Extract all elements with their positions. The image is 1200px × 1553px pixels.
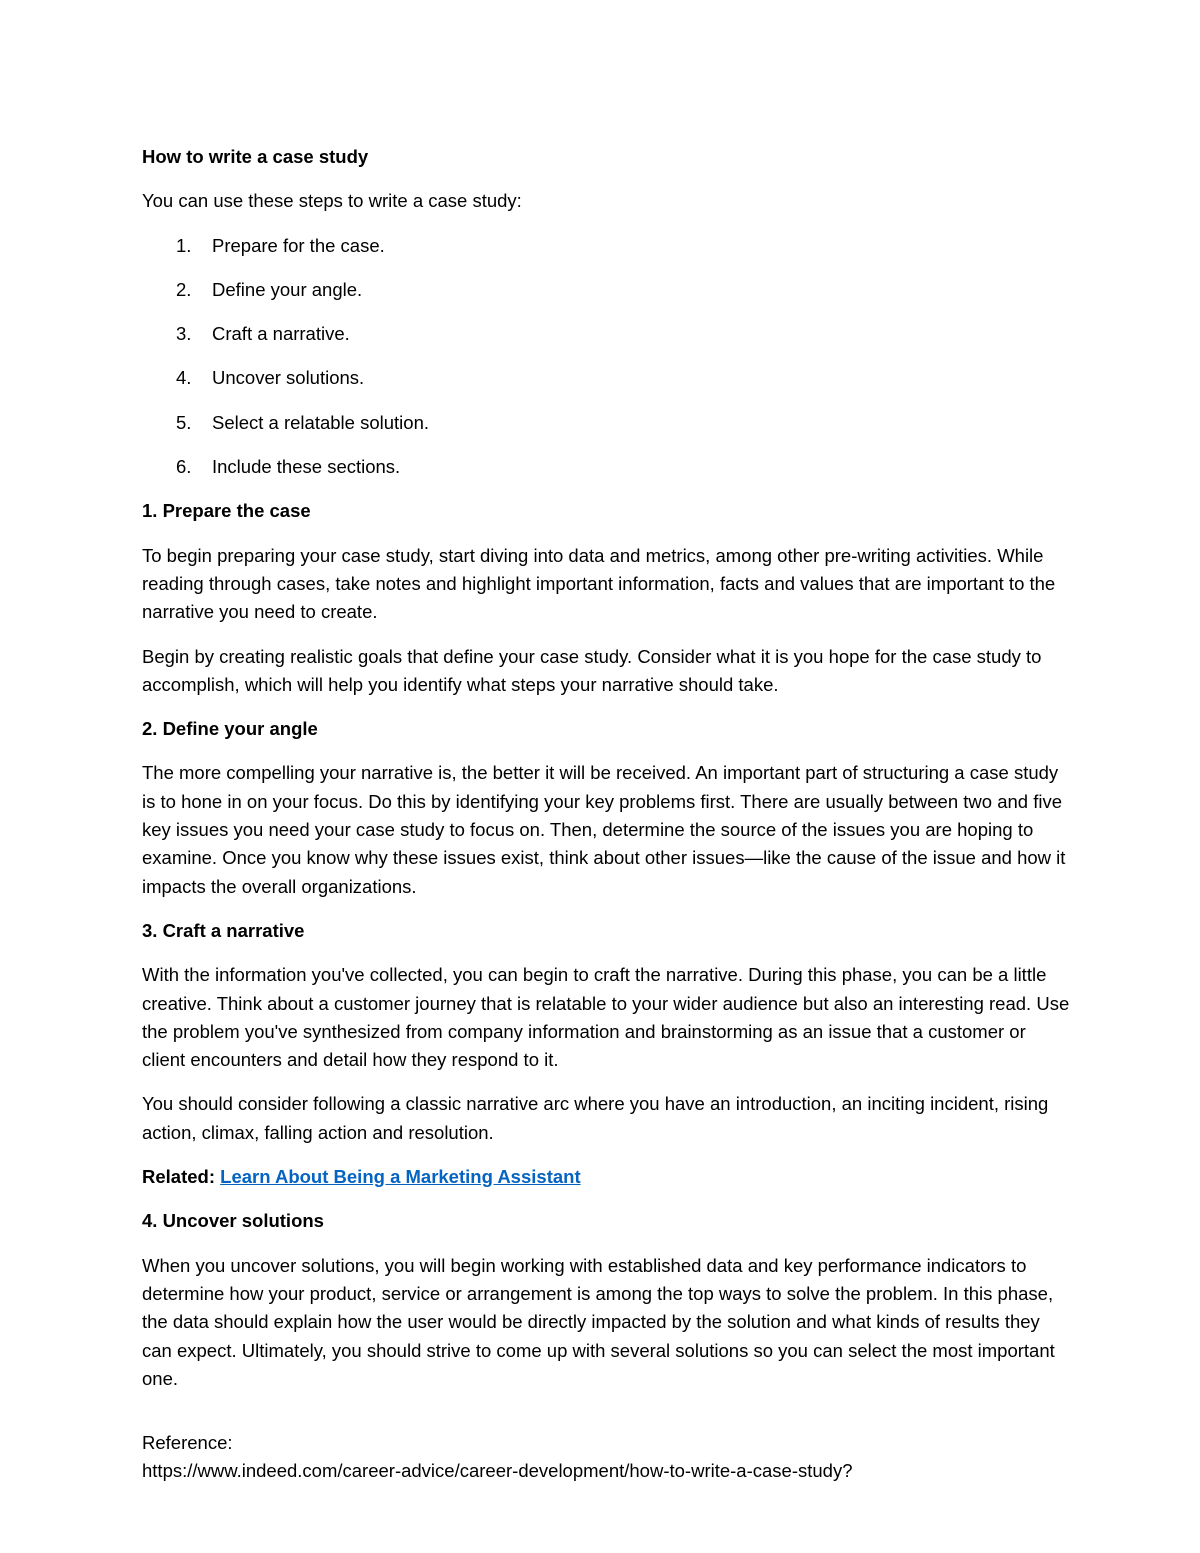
list-item-number: 2. [176,278,192,300]
list-item [142,453,1072,481]
document-page [142,143,1072,1486]
list-item-text: Select a relatable solution. [212,411,429,433]
section-paragraph: When you uncover solutions, you will begin working with established data and key performance indicators to determine how your product, service or arrangement is among the top ways to solve the problem. In this phase, the data should explain how the user would be directly impacted by the solution and what kinds of results they can expect. Ultimately, you should strive to come up with several solutions so you can select the most important one. [142,1254,1055,1389]
reference-block [142,1429,1072,1486]
section-heading-prepare: 1. Prepare the case [142,500,311,522]
list-item [142,232,1072,260]
section-paragraph: You should consider following a classic narrative arc where you have an introduction, an inciting incident, rising action, climax, falling action and resolution. [142,1093,1049,1143]
section-paragraph: To begin preparing your case study, start diving into data and metrics, among other pre-writing activities. While reading through cases, take notes and highlight important information, facts and values that are important to the narrative you need to create. [142,544,1056,623]
section-paragraph: The more compelling your narrative is, the better it will be received. An important part of structuring a case study is to hone in on your focus. Do this by identifying your key problems first. There are usually between two and five key issues you need your case study to focus on. Then, determine the source of the issues you are hoping to examine. Once you know why these issues exist, think about other issues—like the cause of the issue and how it impacts the overall organizations. [142,762,1066,897]
list-item-number: 3. [176,323,192,345]
list-item [142,409,1072,437]
list-item-number: 5. [176,411,192,433]
list-item-text: Prepare for the case. [212,234,385,256]
list-item-number: 1. [176,234,192,256]
intro-paragraph: You can use these steps to write a case study: [142,190,522,212]
related-line [142,1163,1072,1191]
document-title: How to write a case study [142,146,369,167]
list-item-number: 6. [176,456,192,478]
list-item-text: Include these sections. [212,456,401,478]
section-paragraph: With the information you've collected, you can begin to craft the narrative. During this phase, you can be a little creative. Think about a customer journey that is relatable to your wider audience but also an interesting read. Use the problem you've synthesized from company information and brainstorming as an issue that a customer or client encounters and detail how they respond to it. [142,964,1070,1071]
list-item-text: Uncover solutions. [212,367,365,389]
list-item [142,276,1072,304]
section-heading-define: 2. Define your angle [142,718,318,740]
section-heading-narrative: 3. Craft a narrative [142,919,305,941]
steps-list [142,232,1072,482]
section-paragraph: Begin by creating realistic goals that define your case study. Consider what it is you hope for the case study to accomplish, which will help you identify what steps your narrative should take. [142,645,1042,695]
section-heading-solutions: 4. Uncover solutions [142,1210,324,1232]
list-item-text: Craft a narrative. [212,323,350,345]
list-item-text: Define your angle. [212,278,363,300]
list-item-number: 4. [176,367,192,389]
reference-label: Reference: [142,1432,233,1454]
related-link[interactable]: Learn About Being a Marketing Assistant [220,1166,581,1188]
related-label: Related: [142,1166,215,1188]
list-item [142,320,1072,348]
list-item [142,364,1072,392]
reference-url: https://www.indeed.com/career-advice/career-development/how-to-write-a-case-study? [142,1460,853,1482]
